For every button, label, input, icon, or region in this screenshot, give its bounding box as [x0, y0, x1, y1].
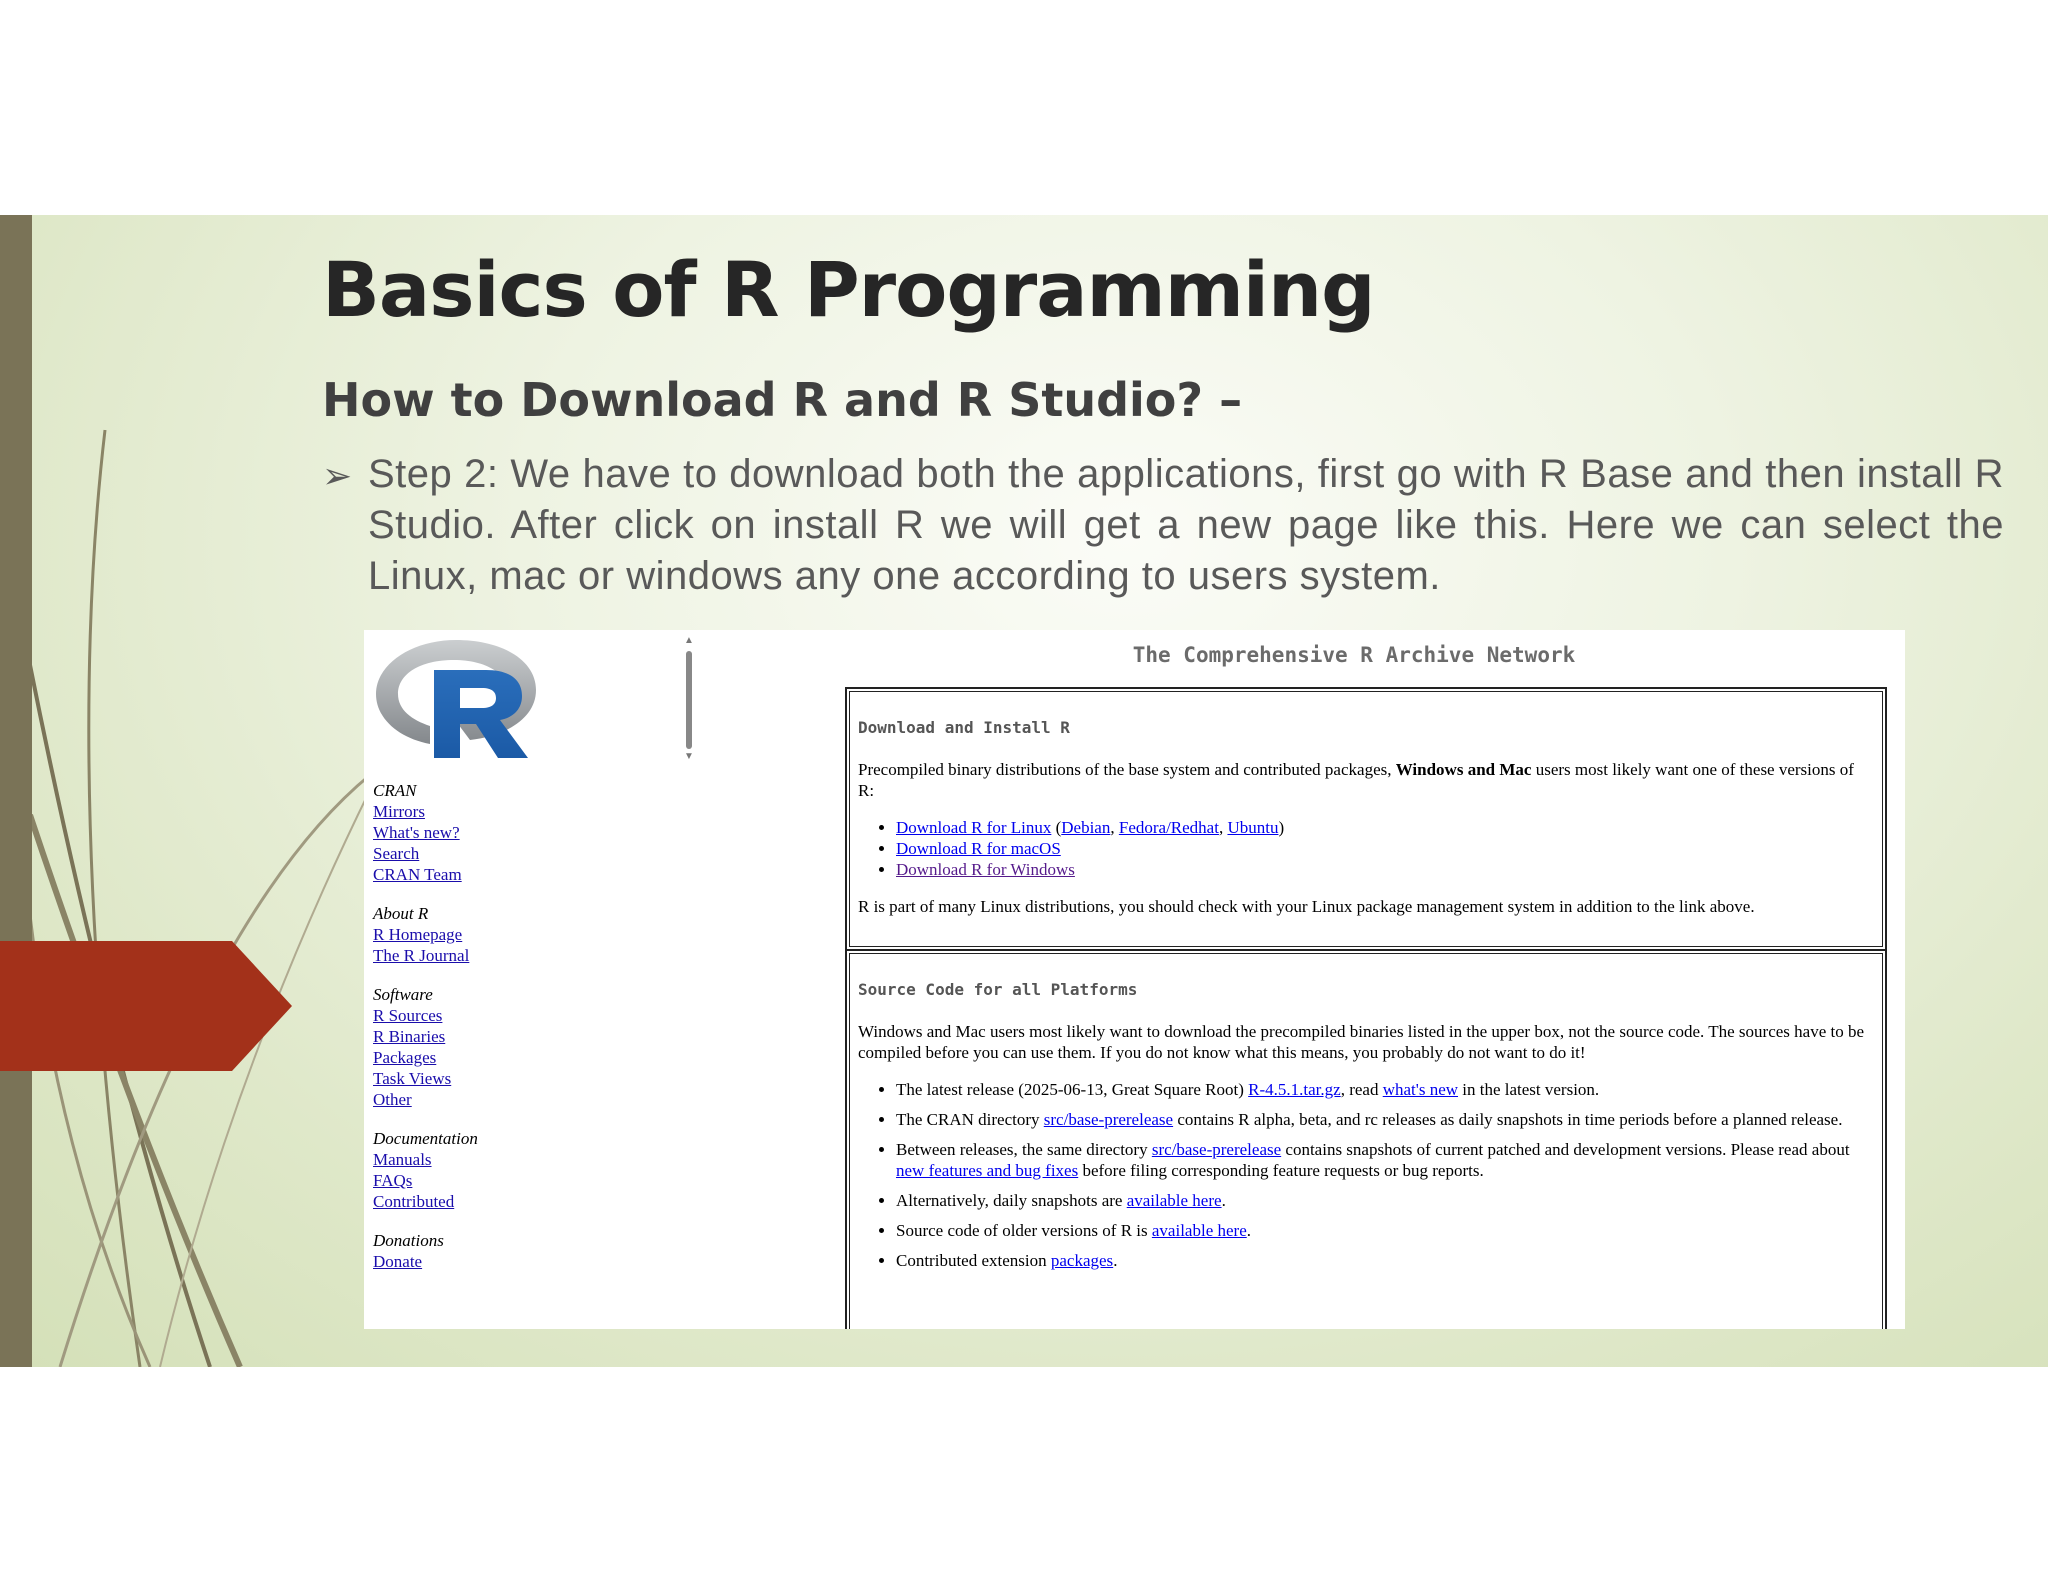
nav-group-software	[373, 984, 478, 1110]
download-linux-link[interactable]: Download R for Linux	[896, 818, 1052, 837]
nav-link-cran-team[interactable]: CRAN Team	[373, 865, 462, 884]
slide	[0, 215, 2048, 1367]
packages-link[interactable]: packages	[1050, 1251, 1114, 1270]
debian-link[interactable]: Debian	[1061, 818, 1111, 837]
source-intro-text: Windows and Mac users most likely want to download the precompiled binaries listed in the upper box, not the source code. The sources have to be compiled before you can use them. If you do not know what this means, you probably do not want to do it!	[858, 1022, 1865, 1062]
r-logo-icon	[374, 638, 538, 762]
scrollbar-thumb[interactable]	[686, 651, 692, 749]
nav-link-contributed[interactable]: Contributed	[373, 1192, 455, 1211]
nav-link-manuals[interactable]: Manuals	[373, 1150, 432, 1169]
red-arrow-shape	[0, 215, 300, 1367]
whats-new-link[interactable]: what's new	[1382, 1080, 1459, 1099]
nav-group-documentation	[373, 1128, 478, 1212]
cran-sidebar-nav	[373, 780, 478, 1290]
nav-heading-about: About R	[373, 904, 429, 923]
nav-link-task-views[interactable]: Task Views	[373, 1069, 452, 1088]
r-tarball-link[interactable]: R-4.5.1.tar.gz	[1248, 1080, 1341, 1099]
nav-link-r-binaries[interactable]: R Binaries	[373, 1027, 446, 1046]
list-item-prerelease	[896, 1109, 1874, 1130]
download-windows-link[interactable]: Download R for Windows	[896, 860, 1075, 879]
nav-link-whats-new[interactable]: What's new?	[373, 823, 460, 842]
nav-link-r-sources[interactable]: R Sources	[373, 1006, 443, 1025]
text: before filing corresponding feature requests or bug reports.	[1078, 1161, 1484, 1180]
text: in the latest version.	[1458, 1080, 1600, 1099]
nav-link-other[interactable]: Other	[373, 1090, 412, 1109]
install-intro-text	[858, 759, 1874, 801]
ubuntu-link[interactable]: Ubuntu	[1227, 818, 1279, 837]
list-item-windows	[896, 859, 1874, 880]
text: .	[1246, 1221, 1251, 1240]
list-item-latest-release	[896, 1079, 1874, 1100]
nav-heading-cran: CRAN	[373, 781, 417, 800]
text: Between releases, the same directory	[896, 1140, 1152, 1159]
base-prerelease-link[interactable]: src/base-prerelease	[1043, 1110, 1174, 1129]
install-intro-bold: Windows and Mac	[1395, 760, 1532, 779]
text: The latest release (2025-06-13, Great Square Root)	[896, 1080, 1249, 1099]
snapshots-available-link[interactable]: available here	[1126, 1191, 1222, 1210]
source-code-box	[845, 949, 1887, 1329]
install-intro-post: users most likely want one of these versions of R:	[858, 760, 1854, 800]
scrollbar[interactable]	[681, 635, 697, 765]
paren-close: )	[1278, 818, 1285, 837]
cran-screenshot	[364, 630, 1905, 1329]
list-item-between-releases	[896, 1139, 1874, 1181]
nav-link-donate[interactable]: Donate	[373, 1252, 423, 1271]
slide-title: Basics of R Programming	[322, 245, 1375, 334]
list-item-contributed	[896, 1250, 1874, 1271]
install-outro-text: R is part of many Linux distributions, you should check with your Linux package management system in addition to the link above.	[858, 897, 1755, 916]
slide-body-text: Step 2: We have to download both the applications, first go with R Base and then install R Studio. After click on install R we will get a new page like this. Here we can select the Linux, mac or windows any one according to users system.	[368, 452, 2004, 598]
nav-link-search[interactable]: Search	[373, 844, 420, 863]
paren-open: (	[1051, 818, 1062, 837]
source-code-title: Source Code for all Platforms	[858, 980, 1138, 999]
list-item-macos	[896, 838, 1874, 859]
list-item-daily-snapshots	[896, 1190, 1874, 1211]
text: contains snapshots of current patched and development versions. Please read about	[1281, 1140, 1850, 1159]
older-versions-link[interactable]: available here	[1151, 1221, 1247, 1240]
nav-heading-documentation: Documentation	[373, 1129, 478, 1148]
nav-group-about	[373, 903, 478, 966]
scroll-down-arrow-icon[interactable]: ▼	[684, 751, 694, 762]
nav-link-packages[interactable]: Packages	[373, 1048, 437, 1067]
nav-link-mirrors[interactable]: Mirrors	[373, 802, 425, 821]
text: Contributed extension	[896, 1251, 1051, 1270]
nav-group-donations	[373, 1230, 478, 1272]
scroll-up-arrow-icon[interactable]: ▲	[684, 635, 694, 646]
bullet-arrow-icon: ➢	[322, 455, 353, 496]
separator: ,	[1218, 818, 1228, 837]
text: contains R alpha, beta, and rc releases as daily snapshots in time periods before a planned release.	[1173, 1110, 1843, 1129]
slide-subtitle: How to Download R and R Studio? –	[322, 373, 1243, 427]
fedora-link[interactable]: Fedora/Redhat	[1118, 818, 1219, 837]
download-macos-link[interactable]: Download R for macOS	[896, 839, 1061, 858]
download-links-list	[858, 817, 1874, 880]
nav-link-r-journal[interactable]: The R Journal	[373, 946, 470, 965]
list-item-older-versions	[896, 1220, 1874, 1241]
text: The CRAN directory	[896, 1110, 1044, 1129]
base-prerelease-link-2[interactable]: src/base-prerelease	[1151, 1140, 1282, 1159]
nav-link-r-homepage[interactable]: R Homepage	[373, 925, 463, 944]
nav-heading-donations: Donations	[373, 1231, 444, 1250]
text: .	[1113, 1251, 1118, 1270]
list-item-linux	[896, 817, 1874, 838]
nav-heading-software: Software	[373, 985, 433, 1004]
install-intro-pre: Precompiled binary distributions of the base system and contributed packages,	[858, 760, 1396, 779]
nav-group-cran	[373, 780, 478, 885]
nav-link-faqs[interactable]: FAQs	[373, 1171, 413, 1190]
text: , read	[1340, 1080, 1383, 1099]
separator: ,	[1110, 818, 1119, 837]
download-install-box	[845, 687, 1887, 951]
text: Source code of older versions of R is	[896, 1221, 1152, 1240]
text: .	[1221, 1191, 1226, 1210]
download-install-title: Download and Install R	[858, 718, 1070, 737]
new-features-link[interactable]: new features and bug fixes	[896, 1161, 1079, 1180]
source-list	[858, 1079, 1874, 1271]
text: Alternatively, daily snapshots are	[896, 1191, 1127, 1210]
cran-page-header: The Comprehensive R Archive Network	[1132, 643, 1576, 667]
